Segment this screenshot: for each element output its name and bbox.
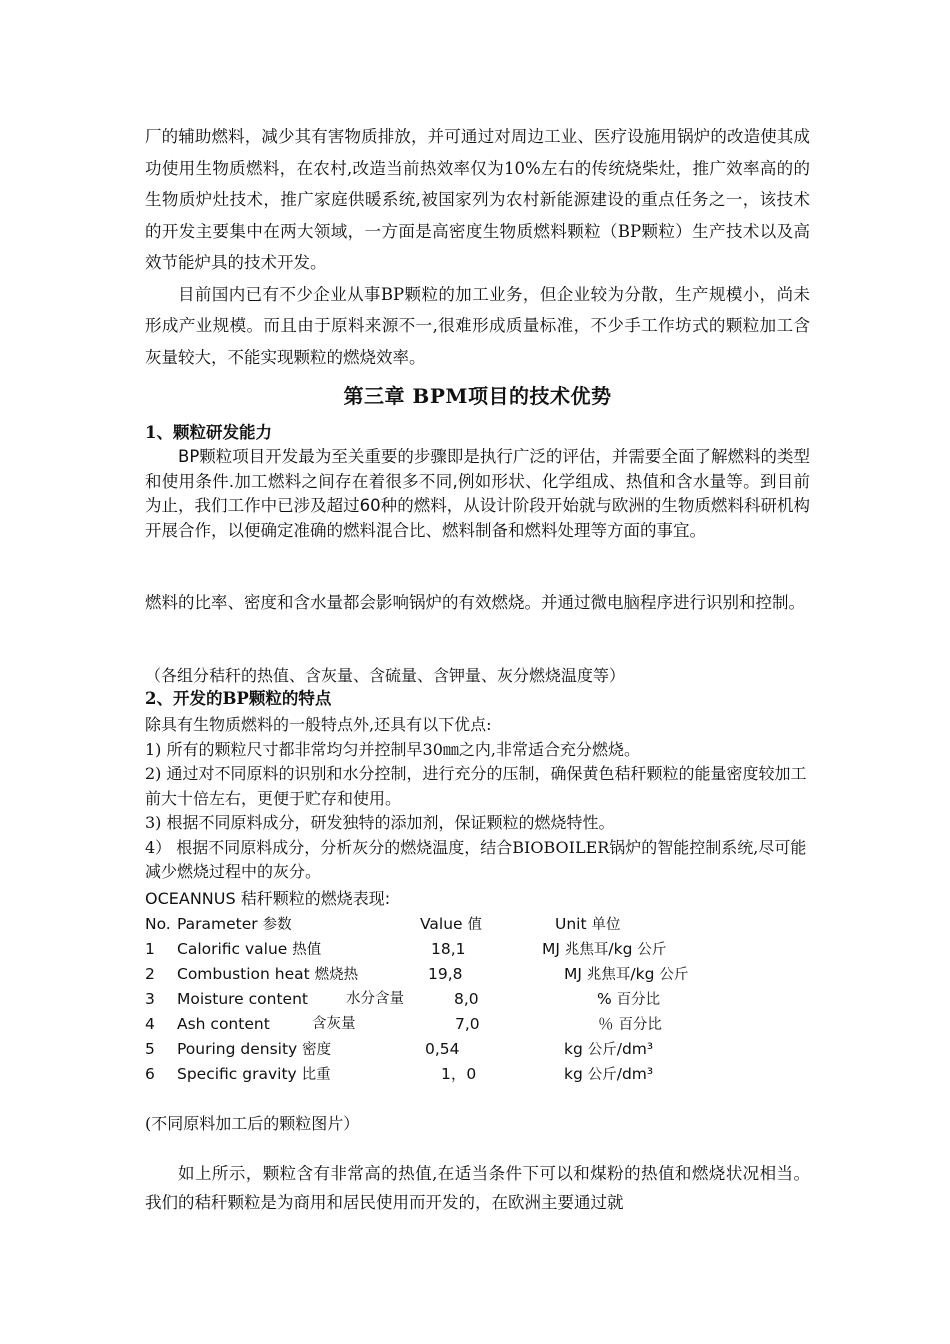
combustion-table	[145, 912, 765, 1087]
section2-heading: 2、开发的BP颗粒的特点	[145, 689, 332, 708]
cell-parameter: Moisture content	[177, 990, 308, 1008]
chapter-title: 第三章 BPM项目的技术优势	[343, 384, 612, 408]
cell-no: 2	[145, 965, 155, 983]
cell-no: 3	[145, 990, 155, 1008]
header-parameter: Parameter 参数	[177, 915, 292, 933]
cell-parameter: Ash content	[177, 1015, 270, 1033]
cell-no: 1	[145, 940, 155, 958]
cell-value: 8,0	[454, 990, 479, 1008]
section2-body	[145, 713, 810, 885]
cell-no: 4	[145, 1015, 155, 1033]
image-caption: (不同原料加工后的颗粒图片）	[145, 1114, 360, 1133]
cell-value: 18,1	[431, 940, 466, 958]
section2-line: 3) 根据不同原料成分，研发独特的添加剂，保证颗粒的燃烧特性。	[145, 813, 615, 832]
cell-parameter: Pouring density 密度	[177, 1040, 332, 1058]
section1-paragraph-1: BP颗粒项目开发最为至关重要的步骤即是执行广泛的评估，并需要全面了解燃料的类型和使用条件.加工燃料之间存在着很多不同,例如形状、化学组成、热值和含水量等。到目前为止，我们工作中已涉及超过60种的燃料，从设计阶段开始就与欧洲的生物质燃料科研机构开展合作，以便确定准确的燃料混合比、燃料制备和燃料处理等方面的事宜。	[145, 447, 810, 540]
cell-value: 1，0	[441, 1065, 477, 1083]
section1-heading: 1、颗粒研发能力	[145, 423, 272, 442]
cell-parameter-cn: 含灰量	[312, 1016, 356, 1032]
table-row	[145, 1012, 765, 1037]
intro-paragraph-2: 目前国内已有不少企业从事BP颗粒的加工业务，但企业较为分散，生产规模小，尚未形成产业规模。而且由于原料来源不一,很难形成质量标准，不少手工作坊式的颗粒加工含灰量较大，不能实现颗粒的燃烧效率。	[145, 284, 810, 367]
cell-value: 0,54	[425, 1040, 460, 1058]
section2-line: 2) 通过对不同原料的识别和水分控制，进行充分的压制，确保黄色秸秆颗粒的能量密度较加工前大十倍左右，更便于贮存和使用。	[145, 764, 807, 808]
table-row	[145, 937, 765, 962]
intro-section	[145, 121, 810, 373]
cell-unit: kg 公斤/dm³	[564, 1065, 654, 1083]
cell-parameter: Specific gravity 比重	[177, 1065, 331, 1083]
cell-value: 7,0	[455, 1015, 480, 1033]
table-row	[145, 1062, 765, 1087]
cell-unit: MJ 兆焦耳/kg 公斤	[542, 940, 667, 958]
section1-caption: （各组分秸秆的热值、含灰量、含硫量、含钾量、灰分燃烧温度等）	[145, 666, 626, 685]
section2-line: 1) 所有的颗粒尺寸都非常均匀并控制早30㎜之内,非常适合充分燃烧。	[145, 739, 640, 759]
header-value: Value 值	[420, 915, 482, 933]
header-unit: Unit 单位	[555, 915, 621, 933]
closing-paragraph: 如上所示，颗粒含有非常高的热值,在适当条件下可以和煤粉的热值和燃烧状况相当。我们的秸秆颗粒是为商用和居民使用而开发的，在欧洲主要通过就	[145, 1164, 810, 1212]
cell-value: 19,8	[428, 965, 463, 983]
intro-paragraph-1: 厂的辅助燃料，减少其有害物质排放，并可通过对周边工业、医疗设施用锅炉的改造使其成功使用生物质燃料，在农村,改造当前热效率仅为10%左右的传统烧柴灶，推广效率高的的生物质炉灶技术，推广家庭供暖系统,被国家列为农村新能源建设的重点任务之一，该技术的开发主要集中在两大领域，一方面是高密度生物质燃料颗粒（BP颗粒）生产技术以及高效节能炉具的技术开发。	[145, 127, 810, 272]
cell-unit: ％ 百分比	[598, 1015, 662, 1033]
cell-parameter-cn: 水分含量	[346, 991, 404, 1007]
section2-line: 除具有生物质燃料的一般特点外,还具有以下优点:	[145, 715, 492, 734]
cell-unit: kg 公斤/dm³	[564, 1040, 654, 1058]
section2-line: 4） 根据不同原料成分，分析灰分的燃烧温度，结合BIOBOILER锅炉的智能控制系统,尽可能减少燃烧过程中的灰分。	[145, 837, 807, 881]
cell-parameter: Combustion heat 燃烧热	[177, 965, 359, 983]
table-title: OCEANNUS 秸秆颗粒的燃烧表现:	[145, 889, 391, 908]
table-row	[145, 962, 765, 987]
cell-unit: MJ 兆焦耳/kg 公斤	[564, 965, 689, 983]
table-row	[145, 1037, 765, 1062]
cell-parameter: Calorific value 热值	[177, 940, 322, 958]
header-no: No.	[145, 915, 171, 933]
section1-paragraph-2: 燃料的比率、密度和含水量都会影响锅炉的有效燃烧。并通过微电脑程序进行识别和控制。	[145, 593, 805, 612]
cell-no: 5	[145, 1040, 155, 1058]
cell-unit: % 百分比	[597, 990, 661, 1008]
table-row	[145, 987, 765, 1012]
cell-no: 6	[145, 1065, 155, 1083]
table-header-row	[145, 912, 765, 937]
